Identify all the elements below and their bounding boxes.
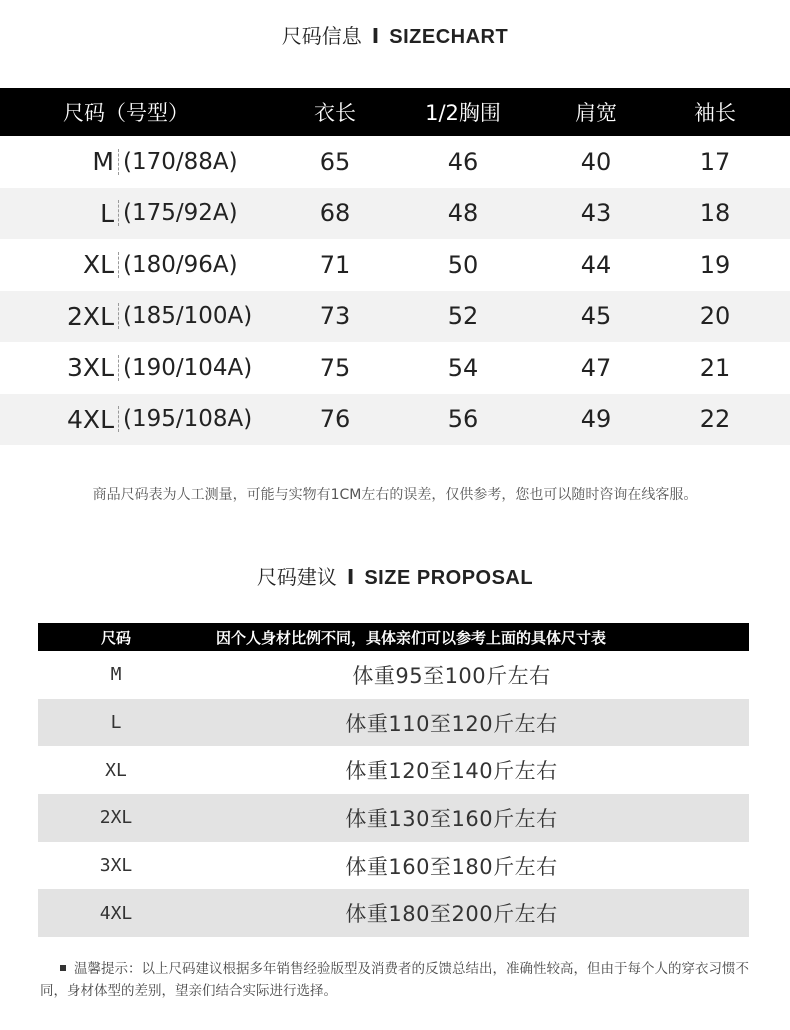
- proposal-header: [38, 623, 749, 651]
- proposal-title: [0, 561, 790, 590]
- header-shoulder: 肩宽: [575, 101, 617, 125]
- row-size: 4XL: [67, 404, 114, 434]
- size-proposal-table: [38, 623, 749, 937]
- row-shoulder: 49: [580, 405, 612, 434]
- row-size: L: [100, 198, 114, 228]
- proposal-weight: 体重110至120斤左右: [345, 711, 558, 736]
- row-size: M: [92, 147, 114, 177]
- row-length: 76: [319, 405, 351, 434]
- row-length: 71: [319, 250, 351, 279]
- row-spec: (175/92A): [118, 200, 292, 226]
- row-shoulder: 40: [580, 147, 612, 176]
- row-chest: 56: [447, 405, 479, 434]
- table-row: [38, 889, 749, 937]
- row-shoulder: 45: [580, 302, 612, 331]
- row-length: 65: [319, 147, 351, 176]
- title-separator: I: [371, 24, 380, 48]
- header-chest: 1/2胸围: [425, 101, 501, 125]
- row-shoulder: 43: [580, 199, 612, 228]
- table-row: [0, 291, 790, 343]
- bullet-icon: [60, 965, 66, 971]
- row-sleeve: 22: [699, 405, 731, 434]
- table-row: [38, 746, 749, 794]
- row-shoulder: 47: [580, 353, 612, 382]
- proposal-weight: 体重95至100斤左右: [352, 663, 551, 688]
- sizechart-title: [0, 20, 790, 49]
- row-chest: 52: [447, 302, 479, 331]
- proposal-size: XL: [105, 759, 127, 781]
- proposal-size: M: [110, 664, 122, 686]
- row-chest: 54: [447, 353, 479, 382]
- proposal-weight: 体重120至140斤左右: [345, 759, 558, 784]
- header-sleeve: 袖长: [694, 101, 736, 125]
- table-row: [38, 794, 749, 842]
- table-row: [38, 651, 749, 699]
- proposal-header-size: 尺码: [100, 628, 131, 647]
- tip-note: [40, 958, 760, 1002]
- row-chest: 50: [447, 250, 479, 279]
- row-length: 68: [319, 199, 351, 228]
- row-size: XL: [82, 250, 114, 280]
- sizechart-title-cn: 尺码信息: [281, 24, 362, 48]
- table-row: [0, 239, 790, 291]
- proposal-size: L: [110, 712, 122, 734]
- header-size: 尺码（号型）: [63, 101, 189, 125]
- measurement-note: 商品尺码表为人工测量，可能与实物有1CM左右的误差，仅供参考，您也可以随时咨询在线客服。: [92, 487, 698, 503]
- proposal-title-cn: 尺码建议: [256, 565, 337, 589]
- row-size: 2XL: [67, 301, 114, 331]
- row-chest: 48: [447, 199, 479, 228]
- row-spec: (190/104A): [118, 355, 292, 381]
- sizechart-title-en: SIZECHART: [389, 26, 509, 48]
- table-row: [38, 699, 749, 747]
- row-sleeve: 20: [699, 302, 731, 331]
- row-spec: (195/108A): [118, 406, 292, 432]
- size-chart-header: [0, 88, 790, 136]
- table-row: [0, 394, 790, 446]
- proposal-header-weight: 因个人身材比例不同，具体亲们可以参考上面的具体尺寸表: [216, 628, 607, 647]
- row-chest: 46: [447, 147, 479, 176]
- table-row: [0, 342, 790, 394]
- row-sleeve: 19: [699, 250, 731, 279]
- proposal-weight: 体重180至200斤左右: [345, 902, 558, 927]
- row-size: 3XL: [67, 353, 114, 383]
- row-sleeve: 18: [699, 199, 731, 228]
- header-length: 衣长: [314, 101, 356, 125]
- table-row: [38, 842, 749, 890]
- table-row: [0, 136, 790, 188]
- tip-text: 温馨提示：以上尺码建议根据多年销售经验版型及消费者的反馈总结出，准确性较高，但由于每个人的穿衣习惯不同，身材体型的差别，望亲们结合实际进行选择。: [40, 961, 749, 999]
- row-sleeve: 17: [699, 147, 731, 176]
- proposal-size: 3XL: [99, 855, 133, 877]
- row-sleeve: 21: [699, 353, 731, 382]
- row-spec: (180/96A): [118, 252, 292, 278]
- proposal-weight: 体重160至180斤左右: [345, 854, 558, 879]
- proposal-title-en: SIZE PROPOSAL: [364, 567, 534, 589]
- proposal-weight: 体重130至160斤左右: [345, 806, 558, 831]
- size-chart-table: [0, 88, 790, 445]
- row-spec: (170/88A): [118, 149, 292, 175]
- row-length: 75: [319, 353, 351, 382]
- proposal-size: 2XL: [99, 807, 133, 829]
- table-row: [0, 188, 790, 240]
- proposal-size: 4XL: [99, 902, 133, 924]
- row-spec: (185/100A): [118, 303, 292, 329]
- title-separator: I: [346, 565, 355, 589]
- row-length: 73: [319, 302, 351, 331]
- row-shoulder: 44: [580, 250, 612, 279]
